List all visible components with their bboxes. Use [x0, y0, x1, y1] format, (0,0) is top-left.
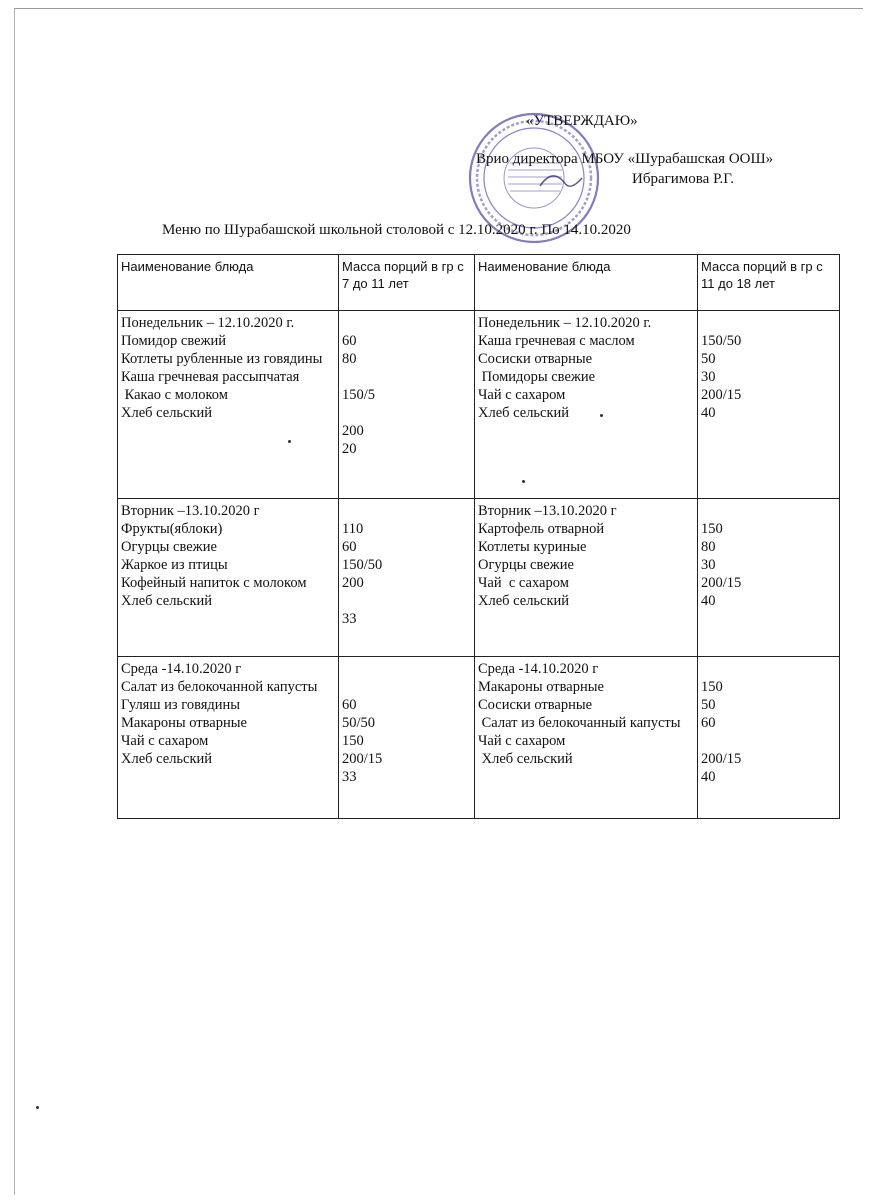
header-dish-right: Наименование блюда	[475, 255, 698, 311]
mass-item	[342, 404, 471, 422]
header-mass-senior: Масса порций в гр с 11 до 18 лет	[698, 255, 840, 311]
dish-item: Огурцы свежие	[121, 539, 217, 555]
dish-item: Макароны отварные	[478, 679, 604, 695]
mass-item: 60	[701, 715, 716, 731]
mass-item: 20	[342, 441, 357, 457]
mass-item: 200	[342, 423, 364, 439]
mass-cell	[698, 311, 840, 499]
mass-item: 150	[701, 521, 723, 537]
dish-item: Хлеб сельский	[121, 751, 213, 767]
dish-cell	[475, 311, 698, 499]
mass-item: 200/15	[701, 575, 742, 591]
scan-speck	[36, 1106, 39, 1109]
dish-item: Фрукты(яблоки)	[121, 521, 223, 537]
approval-signatory: Ибрагимова Р.Г.	[632, 171, 735, 187]
dish-item: Каша гречневая рассыпчатая	[121, 369, 300, 385]
dish-item: Хлеб сельский	[121, 593, 213, 609]
dish-item: Помидор свежий	[121, 333, 227, 349]
mass-item: 60	[342, 333, 357, 349]
header-mass-junior: Масса порций в гр с 7 до 11 лет	[339, 255, 475, 311]
dish-item: Вторник –13.10.2020 г	[121, 503, 260, 519]
dish-item: Понедельник – 12.10.2020 г.	[121, 315, 295, 331]
dish-item: Среда -14.10.2020 г	[121, 661, 242, 677]
header-dish-left: Наименование блюда	[118, 255, 339, 311]
mass-item: 150	[701, 679, 723, 695]
dish-item: Чай с сахаром	[478, 575, 569, 591]
dish-item: Салат из белокочанной капусты	[121, 679, 318, 695]
mass-item: 80	[342, 351, 357, 367]
mass-cell	[698, 657, 840, 819]
dish-item: Котлеты рубленные из говядины	[121, 351, 323, 367]
dish-item: Картофель отварной	[478, 521, 605, 537]
mass-item: 80	[701, 539, 716, 555]
table-header-row	[118, 255, 840, 311]
dish-item: Чай с сахаром	[478, 733, 566, 749]
dish-item: Какао с молоком	[121, 387, 228, 403]
mass-item	[701, 732, 836, 750]
dish-item: Помидоры свежие	[478, 369, 596, 385]
menu-table	[117, 254, 840, 819]
mass-item	[342, 592, 471, 610]
dish-item: Среда -14.10.2020 г	[478, 661, 599, 677]
scan-speck	[522, 480, 525, 483]
dish-cell	[475, 657, 698, 819]
dish-item: Макароны отварные	[121, 715, 247, 731]
mass-item: 200/15	[701, 751, 742, 767]
dish-item: Чай с сахаром	[478, 387, 566, 403]
table-row	[118, 311, 840, 499]
dish-item: Хлеб сельский	[478, 405, 570, 421]
scan-speck	[600, 414, 603, 417]
mass-item: 150/50	[701, 333, 742, 349]
mass-item: 40	[701, 593, 716, 609]
mass-item: 200/15	[701, 387, 742, 403]
approval-heading: «УТВЕРЖДАЮ»	[526, 113, 638, 129]
dish-item: Кофейный напиток с молоком	[121, 575, 307, 591]
dish-item: Хлеб сельский	[121, 405, 213, 421]
mass-item: 60	[342, 697, 357, 713]
dish-cell	[118, 311, 339, 499]
table-row	[118, 657, 840, 819]
dish-item: Хлеб сельский	[478, 593, 570, 609]
mass-cell	[339, 499, 475, 657]
mass-item: 50/50	[342, 715, 376, 731]
approval-position: Врио директора МБОУ «Шурабашская ООШ»	[476, 151, 774, 167]
dish-item: Чай с сахаром	[121, 733, 209, 749]
mass-item: 50	[701, 697, 716, 713]
dish-item: Огурцы свежие	[478, 557, 574, 573]
dish-item: Сосиски отварные	[478, 351, 593, 367]
dish-item: Понедельник – 12.10.2020 г.	[478, 315, 652, 331]
dish-item: Каша гречневая с маслом	[478, 333, 635, 349]
mass-item: 200/15	[342, 751, 383, 767]
dish-item: Жаркое из птицы	[121, 557, 228, 573]
dish-item: Сосиски отварные	[478, 697, 593, 713]
mass-item: 200	[342, 575, 364, 591]
dish-item: Хлеб сельский	[478, 751, 573, 767]
mass-item: 33	[342, 769, 357, 785]
mass-item: 33	[342, 611, 357, 627]
mass-item: 50	[701, 351, 716, 367]
mass-item: 110	[342, 521, 364, 537]
scan-speck	[288, 440, 291, 443]
dish-item: Котлеты куриные	[478, 539, 587, 555]
dish-item: Вторник –13.10.2020 г	[478, 503, 617, 519]
mass-item: 150/5	[342, 387, 376, 403]
dish-cell	[118, 499, 339, 657]
table-row	[118, 499, 840, 657]
mass-item: 30	[701, 369, 716, 385]
mass-item: 40	[701, 769, 716, 785]
mass-item: 60	[342, 539, 357, 555]
mass-item: 40	[701, 405, 716, 421]
mass-cell	[339, 311, 475, 499]
mass-item: 150/50	[342, 557, 383, 573]
mass-cell	[698, 499, 840, 657]
mass-cell	[339, 657, 475, 819]
dish-cell	[475, 499, 698, 657]
dish-item: Салат из белокочанный капусты	[478, 715, 681, 731]
dish-item: Гуляш из говядины	[121, 697, 241, 713]
mass-item: 30	[701, 557, 716, 573]
mass-item	[342, 368, 471, 386]
dish-cell	[118, 657, 339, 819]
menu-title: Меню по Шурабашской школьной столовой с 12.10.2020 г. По 14.10.2020	[162, 222, 631, 238]
mass-item: 150	[342, 733, 364, 749]
